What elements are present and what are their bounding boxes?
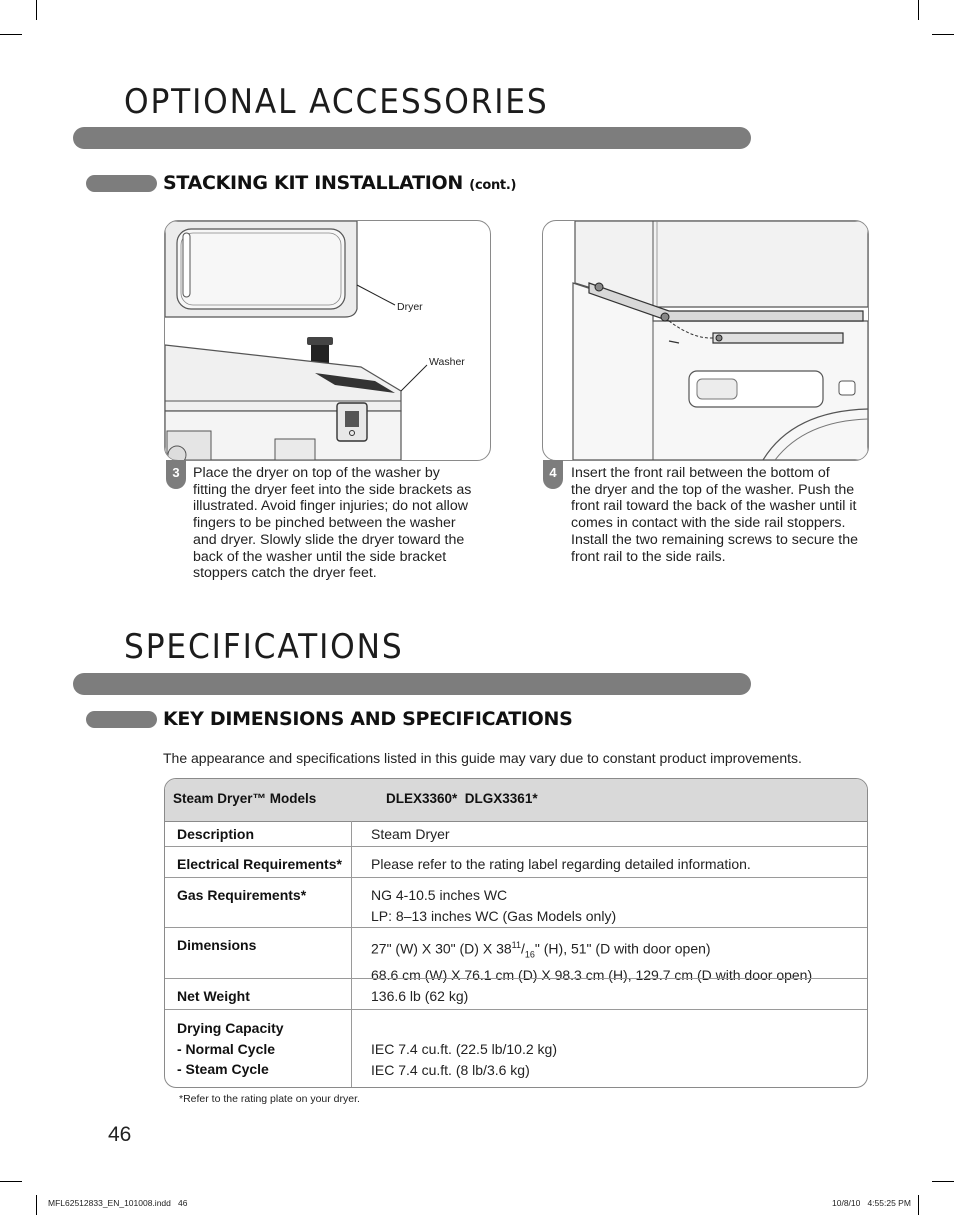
table-row <box>165 978 867 1010</box>
front-rail-installation-drawing <box>543 221 868 460</box>
row-value <box>371 824 450 845</box>
dryer-washer-stacking-drawing <box>165 221 490 460</box>
crop-mark <box>918 0 919 20</box>
label-washer: Washer <box>429 356 465 368</box>
value-line: Please refer to the rating label regarding detailed information. <box>371 856 751 872</box>
step-3-illustration <box>164 220 491 461</box>
table-row <box>165 877 867 928</box>
value-line: LP: 8–13 inches WC (Gas Models only) <box>371 907 617 924</box>
step-number-3: 3 <box>166 460 186 489</box>
table-row <box>165 927 867 983</box>
subheading-key-dimensions: KEY DIMENSIONS AND SPECIFICATIONS <box>163 708 573 730</box>
slug-right: 10/8/10 4:55:25 PM <box>832 1198 911 1208</box>
value-line: IEC 7.4 cu.ft. (22.5 lb/10.2 kg) <box>371 1041 557 1057</box>
crop-mark <box>36 0 37 20</box>
header-models: DLEX3360* DLGX3361* <box>386 791 538 806</box>
subheading-stacking-kit <box>163 172 516 194</box>
row-value <box>371 885 616 926</box>
value-line: IEC 7.4 cu.ft. (8 lb/3.6 kg) <box>371 1061 530 1078</box>
row-label: Gas Requirements* <box>177 887 307 903</box>
crop-mark <box>932 34 954 35</box>
row-value <box>371 854 751 875</box>
section-bar <box>73 673 751 695</box>
row-label: Net Weight <box>177 988 250 1004</box>
value-line: 27" (W) X 30" (D) X $38^{11}/_{16}$" (H), 51" (D with door open) <box>371 940 711 960</box>
value-line: NG 4-10.5 inches WC <box>371 887 508 903</box>
page-title-specifications: SPECIFICATIONS <box>124 627 404 667</box>
row-label: Drying Capacity - Normal Cycle - Steam Cycle <box>177 1020 284 1077</box>
header-label: Steam Dryer™ Models <box>173 791 317 806</box>
step-4-illustration <box>542 220 869 461</box>
value-line: Steam Dryer <box>371 826 450 842</box>
footnote: *Refer to the rating plate on your dryer. <box>179 1093 360 1105</box>
subheading-pill <box>86 711 157 728</box>
page-number: 46 <box>108 1123 132 1146</box>
row-label: Electrical Requirements* <box>177 856 342 872</box>
crop-mark <box>918 1195 919 1215</box>
page-title-optional-accessories: OPTIONAL ACCESSORIES <box>124 82 549 122</box>
subheading-text: STACKING KIT INSTALLATION <box>163 172 463 194</box>
row-value <box>371 1039 557 1080</box>
value-line: 68.6 cm (W) X 76.1 cm (D) X 98.3 cm (H), 129.7 cm (D with door open) <box>371 966 813 983</box>
table-row <box>165 1009 867 1088</box>
dim-prefix: 27" (W) X 30" (D) X 38 <box>371 940 512 957</box>
spec-table-header <box>165 779 867 822</box>
dim-denominator: 16 <box>524 949 535 960</box>
dim-numerator: 11 <box>511 940 521 950</box>
intro-text: The appearance and specifications listed in this guide may vary due to constant product improvements. <box>163 750 802 766</box>
step-number-4: 4 <box>543 460 563 489</box>
subheading-pill <box>86 175 157 192</box>
spec-table <box>164 778 868 1088</box>
dim-suffix: " (H), 51" (D with door open) <box>534 940 711 957</box>
slug-left: MFL62512833_EN_101008.indd 46 <box>48 1198 188 1208</box>
step-4-text: Insert the front rail between the bottom of the dryer and the top of the washer. Push the front rail toward the back of the washer until it comes in contact with the side rail stoppers. Install the two remaining screws to secure the front rail to the side rails. <box>571 465 859 565</box>
subheading-suffix: (cont.) <box>469 178 517 193</box>
crop-mark <box>932 1181 954 1182</box>
row-value <box>371 986 468 1007</box>
section-bar <box>73 127 751 149</box>
step-3-text: Place the dryer on top of the washer by fitting the dryer feet into the side brackets as illustrated. Avoid finger injuries; do not allow fingers to be pinched between the washer and dryer. Slowly slide the dryer toward the back of the washer until the side bracket stoppers catch the dryer feet. <box>193 465 472 582</box>
crop-mark <box>36 1195 37 1215</box>
table-row <box>165 821 867 846</box>
crop-mark <box>0 34 22 35</box>
label-dryer: Dryer <box>397 301 423 313</box>
row-label: Dimensions <box>177 937 257 953</box>
row-label: Description <box>177 826 255 842</box>
value-line: 136.6 lb (62 kg) <box>371 988 469 1004</box>
crop-mark <box>0 1181 22 1182</box>
table-row <box>165 846 867 878</box>
